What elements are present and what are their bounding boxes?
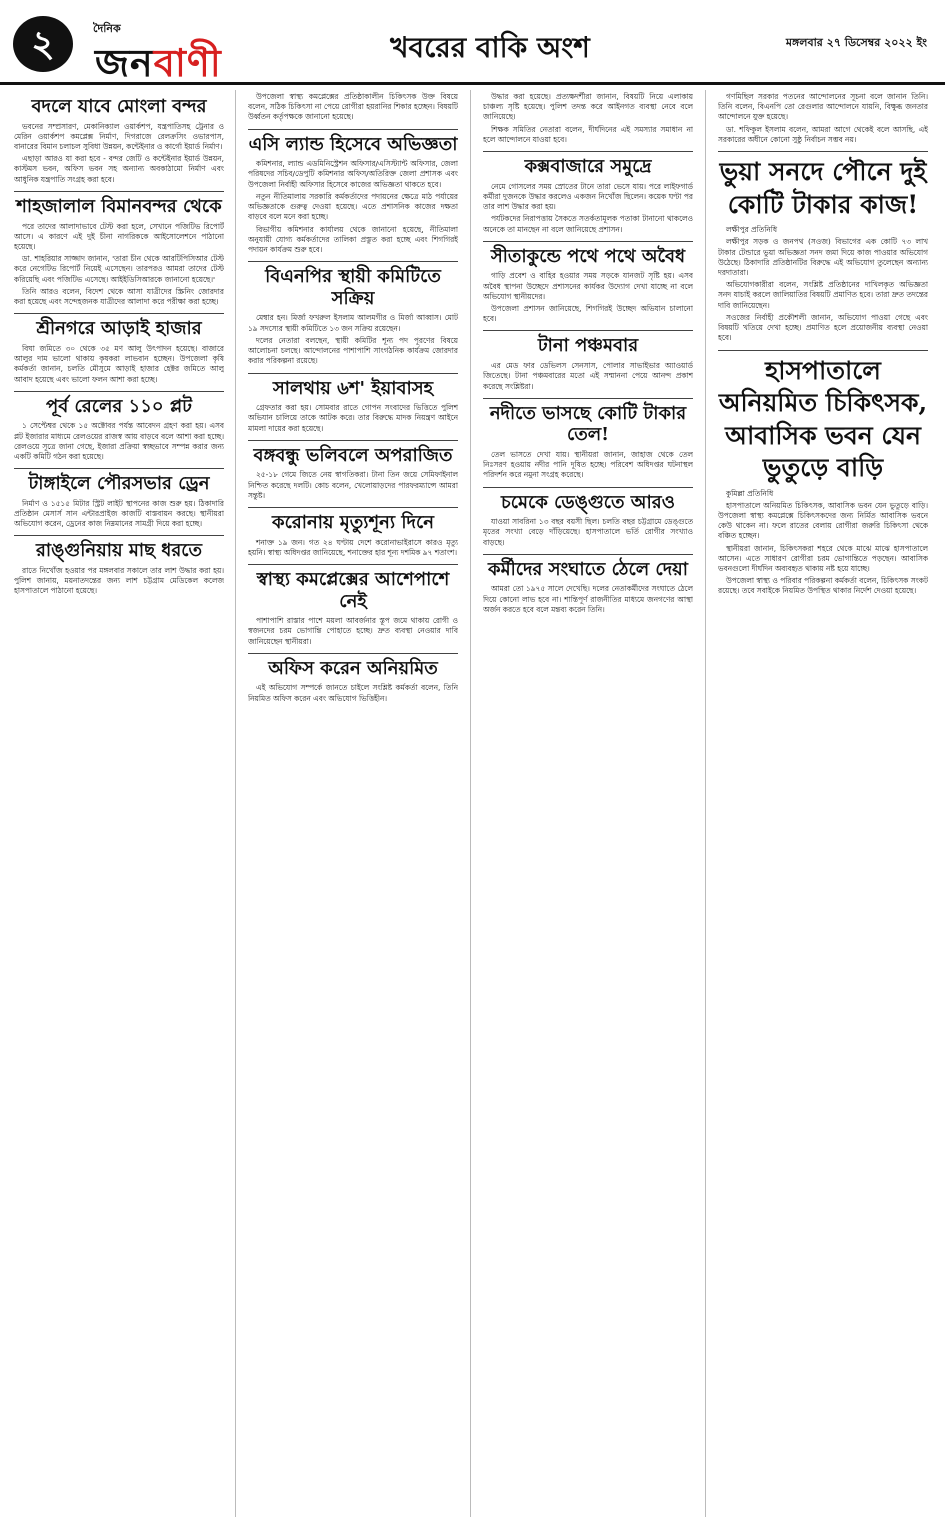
- story-separator: [483, 330, 693, 331]
- story-paragraph: মেম্বার হন। মির্জা ফখরুল ইসলাম আলমগীর ও মির্জা আব্বাস। মোট ১৯ সদস্যের স্থায়ী কমিটিতে ১৩ জন সক্রিয় রয়েছেন।: [248, 313, 458, 333]
- story-separator: [14, 191, 224, 192]
- newspaper-logo[interactable]: [95, 34, 222, 98]
- story-body: [248, 403, 458, 434]
- news-story: [718, 350, 928, 597]
- story-headline[interactable]: শ্রীনগরে আড়াই হাজার: [36, 318, 202, 340]
- story-paragraph: ভবনের সম্প্রসারণ, মেকানিক্যাল ওয়ার্কশপ, যন্ত্রপাতিসহ ট্রেনার ও মেরিন ওয়ার্কশপ কমপ্লেক্স নির্মাণ, দিগরাজে রেলক্রসিং ওভারপাস, বানারের বিমান চলাচল সুবিধা উন্নয়ন, কন্টেইনার ও কার্গো ইয়ার্ড নির্মাণ।: [14, 121, 224, 152]
- story-paragraph: উপজেলা স্বাস্থ্য কমপ্লেক্সের প্রতিষ্ঠাকালীন চিকিৎসক উক্ত বিষয়ে বলেন, সঠিক চিকিৎসা না পেয়ে রোগীরা হয়রানির শিকার হচ্ছেন। বিষয়টি উর্ধ্বতন কর্তৃপক্ষকে জানানো হয়েছে।: [248, 92, 458, 122]
- story-body: [14, 222, 224, 308]
- news-story: [14, 191, 224, 307]
- story-paragraph: উদ্ধার করা হয়েছে। প্রত্যক্ষদর্শীরা জানান, বিষয়টি নিয়ে এলাকায় চাঞ্চল্য সৃষ্টি হয়েছে। পুলিশ তদন্ত করে আইনগত ব্যবস্থা নেবে বলে জানিয়েছে।: [483, 92, 693, 122]
- story-paragraph: শনাক্ত ১৯ জন। গত ২৪ ঘণ্টায় দেশে করোনাভাইরাসে কারও মৃত্যু হয়নি। স্বাস্থ্য অধিদপ্তর জানিয়েছে, শনাক্তের হার শূন্য দশমিক ৯৭ শতাংশ।: [248, 537, 458, 557]
- story-paragraph: বিঘা জমিতে ৩০ থেকে ৩৫ মণ আলু উৎপাদন হয়েছে। বাজারে আলুর দাম ভালো থাকায় কৃষকরা লাভবান হচ্ছেন। উপজেলা কৃষি কর্মকর্তা জানান, চলতি মৌসুমে আড়াই হাজার হেক্টর জমিতে আলু আবাদ হয়েছে এবং ভালো ফলন আশা করা হচ্ছে।: [14, 343, 224, 384]
- news-story: [248, 373, 458, 434]
- story-body: [718, 489, 928, 597]
- section-title: খবরের বাকি অংশ: [390, 31, 590, 64]
- story-separator: [14, 535, 224, 536]
- story-paragraph: নির্মাণ ও ১৫১৫ মিটার স্ট্রিট লাইট স্থাপনের কাজ শুরু হয়। ঠিকাদারি প্রতিষ্ঠান মেসার্স সান এন্টারপ্রাইজ কাজটি বাস্তবায়ন করছে। স্থানীয়রা অভিযোগ করেন, ড্রেনের কাজ নিম্নমানের সামগ্রী দিয়ে করা হচ্ছে।: [14, 498, 224, 529]
- story-paragraph: রাতে নিখোঁজ হওয়ার পর মঙ্গলবার সকালে তার লাশ উদ্ধার করা হয়। পুলিশ জানায়, ময়নাতদন্তের জন্য লাশ চট্টগ্রাম মেডিকেল কলেজ হাসপাতালে পাঠানো হয়েছে।: [14, 566, 224, 596]
- news-story: [483, 330, 693, 391]
- story-separator: [483, 241, 693, 242]
- story-paragraph: স্থানীয়রা জানান, চিকিৎসকরা শহরে থেকে মাঝে মাঝে হাসপাতালে আসেন। এতে সাধারণ রোগীরা চরম ভোগান্তিতে পড়ছেন। আবাসিক ভবনগুলো দীর্ঘদিন অব্যবহৃত থাকায় নষ্ট হয়ে যাচ্ছে।: [718, 543, 928, 574]
- story-paragraph: শিক্ষক সমিতির নেতারা বলেন, দীর্ঘদিনের এই সমস্যার সমাধান না হলে আন্দোলনে যাওয়া হবে।: [483, 124, 693, 144]
- column-1: [14, 92, 224, 1517]
- story-headline[interactable]: পূর্ব রেলের ১১০ প্লট: [46, 395, 192, 417]
- story-headline[interactable]: সালথায় ৬শ' ইয়াবাসহ: [272, 377, 434, 399]
- column-2: [248, 92, 458, 1517]
- story-separator: [483, 554, 693, 555]
- news-story: [718, 151, 928, 343]
- story-body: [483, 450, 693, 481]
- story-body: [14, 421, 224, 462]
- logo-part-2: বাণী: [153, 40, 222, 85]
- story-paragraph: হাসপাতালে অনিয়মিত চিকিৎসক, আবাসিক ভবন যেন ভুতুড়ে বাড়ি। উপজেলা স্বাস্থ্য কমপ্লেক্সে চিকিৎসকদের জন্য নির্মিত আবাসিক ভবনে কেউ থাকেন না। ফলে রাতের বেলায় রোগীরা জরুরি চিকিৎসা থেকে বঞ্চিত হচ্ছেন।: [718, 500, 928, 541]
- story-headline[interactable]: হাসপাতালে অনিয়মিত চিকিৎসক, আবাসিক ভবন যেন ভুতুড়ে বাড়ি: [718, 355, 928, 482]
- story-headline[interactable]: বিএনপির স্থায়ী কমিটিতে সক্রিয়: [265, 266, 441, 309]
- story-paragraph: পাশাপাশি রাস্তার পাশে ময়লা আবর্জনার স্তূপ জমে থাকায় রোগী ও স্বজনদের চরম ভোগান্তি পোহাতে হচ্ছে। দ্রুত ব্যবস্থা নেওয়ার দাবি জানিয়েছেন স্থানীয়রা।: [248, 616, 458, 646]
- story-body: [248, 538, 458, 558]
- news-story: [248, 129, 458, 256]
- news-story: [718, 92, 928, 145]
- story-paragraph: এছাড়া আরও যা করা হবে - বন্দর জেটি ও কন্টেইনার ইয়ার্ড উন্নয়ন, কাস্টমস ভবন, অফিস ভবন সহ অন্যান্য অবকাঠামো নির্মাণ এবং আধুনিক যন্ত্রপাতি সংগ্রহ করা হবে।: [14, 154, 224, 184]
- news-story: [248, 92, 458, 123]
- story-paragraph: কমিশনার, ল্যান্ড এডমিনিস্ট্রেশন অফিসার/এসিস্ট্যান্ট অফিসার, জেলা পরিষদের সচিব/ডেপুটি কমিশনার অফিস/অতিরিক্ত জেলা প্রশাসক এবং উপজেলা নির্বাহী অফিসার হিসেবে কাজের অভিজ্ঞতা থাকতে হবে।: [248, 159, 458, 189]
- story-paragraph: নেমে গোসলের সময় স্রোতের টানে তারা ভেসে যায়। পরে লাইফগার্ড কর্মীরা দুজনকে উদ্ধার করলেও একজন নিখোঁজ ছিলেন। কয়েক ঘণ্টা পর তার লাশ উদ্ধার করা হয়।: [483, 181, 693, 212]
- news-story: [483, 487, 693, 548]
- story-separator: [248, 129, 458, 130]
- column-divider: [235, 90, 236, 1517]
- story-paragraph: অভিযোগকারীরা বলেন, সংশ্লিষ্ট প্রতিষ্ঠানের দাখিলকৃত অভিজ্ঞতা সনদ যাচাই করলে জালিয়াতির বিষয়টি প্রমাণিত হবে। তারা দ্রুত তদন্তের দাবি জানিয়েছেন।: [718, 280, 928, 310]
- daily-label: দৈনিক: [93, 22, 121, 35]
- story-paragraph: ডা. শফিকুল ইসলাম বলেন, আমরা আগে থেকেই বলে আসছি, এই সরকারের অধীনে কোনো সুষ্ঠু নির্বাচন সম্ভব নয়।: [718, 124, 928, 144]
- story-body: [248, 92, 458, 123]
- story-headline[interactable]: অফিস করেন অনিয়মিত: [268, 657, 438, 679]
- story-paragraph: তিনি আরও বলেন, বিদেশ থেকে আসা যাত্রীদের স্ক্রিনিং জোরদার করা হয়েছে এবং সন্দেহজনক যাত্রীদের আলাদা করে পরীক্ষা করা হচ্ছে।: [14, 286, 224, 307]
- story-headline[interactable]: নদীতে ভাসছে কোটি টাকার তেল!: [489, 402, 687, 446]
- story-headline[interactable]: কক্সবাজারে সমুদ্রে: [524, 156, 652, 178]
- story-separator: [248, 507, 458, 508]
- news-story: [483, 92, 693, 145]
- story-paragraph: গ্রেফতার করা হয়। সোমবার রাতে গোপন সংবাদের ভিত্তিতে পুলিশ অভিযান চালিয়ে তাকে আটক করে। তার বিরুদ্ধে মাদক নিয়ন্ত্রণ আইনে মামলা দায়ের করা হয়েছে।: [248, 403, 458, 433]
- news-story: [248, 261, 458, 366]
- story-separator: [248, 564, 458, 565]
- story-body: [483, 92, 693, 145]
- story-separator: [483, 398, 693, 399]
- news-story: [14, 313, 224, 384]
- story-paragraph: ১ সেপ্টেম্বর থেকে ১৫ অক্টোবর পর্যন্ত আবেদন গ্রহণ করা হয়। এসব প্লট ইজারার মাধ্যমে রেলওয়ের রাজস্ব আয় বাড়বে বলে আশা করা হচ্ছে। রেলওয়ে সূত্রে জানা গেছে, ইজারা প্রক্রিয়া স্বচ্ছভাবে সম্পন্ন করার জন্য একটি কমিটি গঠন করা হয়েছে।: [14, 421, 224, 461]
- story-paragraph: ডা. শাহরিয়ার সাজ্জাদ জানান, 'তারা চীন থেকে আরটিপিসিআর টেস্ট করে নেগেটিভ রিপোর্ট নিয়েই এসেছেন। তারপরও আমরা তাদের টেস্ট করিয়েছি এবং পজিটিভ এসেছে। আইইডিসিআরকে জানানো হয়েছে।': [14, 254, 224, 284]
- story-separator: [248, 653, 458, 654]
- story-paragraph: বিভাগীয় কমিশনার কার্যালয় থেকে জানানো হয়েছে, নীতিমালা অনুযায়ী যোগ্য কর্মকর্তাদের তালিকা প্রস্তুত করা হচ্ছে এবং শিগগিরই পদায়ন কার্যক্রম শুরু হবে।: [248, 224, 458, 254]
- column-divider: [705, 90, 706, 1517]
- story-headline[interactable]: করোনায় মৃত্যুশূন্য দিনে: [272, 512, 434, 533]
- page-number-badge: ২: [13, 16, 73, 72]
- story-paragraph: যাওয়া সাবরিনা ১৩ বছর বয়সী ছিল। চলতি বছর চট্টগ্রামে ডেঙ্গুতে মৃতের সংখ্যা বেড়ে দাঁড়িয়েছে। হাসপাতালে ভর্তি রোগীর সংখ্যাও বাড়ছে।: [483, 517, 693, 547]
- story-paragraph: পরে তাদের আলাদাভাবে টেস্ট করা হলে, সেখানে পজিটিভ রিপোর্ট আসে। এ কারণে এই দুই চীনা নাগরিককে আইসোলেশনে পাঠানো হয়েছে।: [14, 221, 224, 251]
- column-divider: [470, 90, 471, 1517]
- story-headline[interactable]: কর্মীদের সংঘাতে ঠেলে দেয়া: [488, 558, 688, 580]
- story-headline[interactable]: বঙ্গবন্ধু ভলিবলে অপরাজিত: [253, 444, 453, 466]
- story-paragraph: উপজেলা প্রশাসন জানিয়েছে, শিগগিরই উচ্ছেদ অভিযান চালানো হবে।: [483, 304, 693, 324]
- story-paragraph: কুমিল্লা প্রতিনিধি: [726, 488, 774, 498]
- story-separator: [14, 313, 224, 314]
- story-headline[interactable]: এসি ল্যান্ড হিসেবে অভিজ্ঞতা: [248, 133, 458, 155]
- story-paragraph: আমরা তো ১৯৭৫ সালে দেখেছি। দলের নেতাকর্মীদের সংঘাতে ঠেলে দিয়ে কোনো লাভ হবে না। শান্তিপূর্ণ রাজনীতির মাধ্যমে জনগণের আস্থা অর্জন করতে হবে বলে মন্তব্য করেন তিনি।: [483, 584, 693, 614]
- story-paragraph: এর মেড ফার ডেভিলস সেনসাস, পোলার সাভাইভার অ্যাওয়ার্ড জিতেছে। টানা পঞ্চমবারের মতো এই সম্মাননা পেয়ে আনন্দ প্রকাশ করেছে সংশ্লিষ্টরা।: [483, 361, 693, 391]
- masthead: [0, 0, 945, 85]
- story-paragraph: দলের নেতারা বলছেন, স্থায়ী কমিটির শূন্য পদ পূরণের বিষয়ে আলোচনা চলছে। আন্দোলনের পাশাপাশি সাংগঠনিক কার্যক্রম জোরদার করার পরিকল্পনা রয়েছে।: [248, 335, 458, 366]
- story-separator: [248, 440, 458, 441]
- story-paragraph: নতুন নীতিমালায় সরকারি কর্মকর্তাদের পদায়নের ক্ষেত্রে মাঠ পর্যায়ের অভিজ্ঞতাকে গুরুত্ব দেওয়া হয়েছে। এতে প্রশাসনিক কাজের দক্ষতা বাড়বে বলে মনে করা হচ্ছে।: [248, 191, 458, 222]
- story-separator: [483, 151, 693, 152]
- story-paragraph: এই অভিযোগ সম্পর্কে জানতে চাইলে সংশ্লিষ্ট কর্মকর্তা বলেন, তিনি নিয়মিত অফিস করেন এবং অভিযোগ ভিত্তিহীন।: [248, 683, 458, 703]
- publication-date: মঙ্গলবার ২৭ ডিসেম্বর ২০২২ ইং: [785, 36, 927, 49]
- story-headline[interactable]: সীতাকুন্ডে পথে পথে অবৈধ: [490, 245, 686, 267]
- story-separator: [248, 261, 458, 262]
- news-story: [483, 398, 693, 481]
- story-body: [483, 584, 693, 615]
- story-body: [248, 159, 458, 255]
- story-body: [14, 566, 224, 597]
- story-paragraph: ২৫-১৮ গেমে জিতে নেয় স্বাগতিকরা। টানা তিন জয়ে সেমিফাইনাল নিশ্চিত করেছে দলটি। কোচ বলেন, খেলোয়াড়দের পারফরম্যান্সে আমরা সন্তুষ্ট।: [248, 470, 458, 500]
- story-paragraph: লক্ষীপুর সড়ক ও জনপথ (সওজ) বিভাগের এক কোটি ৭৩ লাখ টাকার টেন্ডারে ভুয়া অভিজ্ঞতা সনদ জমা দিয়ে কাজ পাওয়ার অভিযোগ উঠেছে। ঠিকাদারি প্রতিষ্ঠানটির বিরুদ্ধে এই অভিযোগ তুলেছেন অন্যান্য দরদাতারা।: [718, 237, 928, 277]
- column-3: [483, 92, 693, 1517]
- story-separator: [718, 350, 928, 351]
- story-headline[interactable]: শাহজালাল বিমানবন্দর থেকে: [16, 195, 222, 217]
- news-story: [14, 535, 224, 596]
- story-body: [718, 92, 928, 145]
- story-headline[interactable]: চমেকে ডেঙ্গুতে আরও: [501, 491, 675, 513]
- story-body: [718, 225, 928, 343]
- news-story: [14, 391, 224, 462]
- story-body: [483, 361, 693, 392]
- news-story: [248, 507, 458, 558]
- story-paragraph: সওজের নির্বাহী প্রকৌশলী জানান, অভিযোগ পাওয়া গেছে এবং বিষয়টি খতিয়ে দেখা হচ্ছে। প্রমাণিত হলে প্রয়োজনীয় ব্যবস্থা নেওয়া হবে।: [718, 312, 928, 343]
- news-story: [14, 96, 224, 185]
- story-paragraph: পর্যটকদের নিরাপত্তায় সৈকতে সতর্কতামূলক পতাকা টানানো থাকলেও অনেকে তা মানছেন না বলে জানিয়েছে প্রশাসন।: [483, 214, 693, 234]
- story-body: [248, 683, 458, 703]
- story-paragraph: গণমিছিল সরকার পতনের আন্দোলনের সূচনা বলে জানান তিনি। তিনি বলেন, বিএনপি তো রেগুলার আন্দোলনে যায়নি, বিক্ষুব্ধ জনতার আন্দোলনে যুক্ত হয়েছে।: [718, 92, 928, 122]
- news-story: [248, 653, 458, 704]
- story-headline[interactable]: স্বাস্থ্য কমপ্লেক্সের আশেপাশে নেই: [256, 569, 450, 612]
- story-body: [483, 271, 693, 324]
- news-story: [248, 440, 458, 501]
- news-story: [14, 468, 224, 529]
- news-story: [483, 151, 693, 235]
- story-body: [14, 344, 224, 385]
- story-body: [248, 470, 458, 501]
- story-paragraph: গাড়ি প্রবেশ ও বাহির হওয়ার সময় সড়কে যানজট সৃষ্টি হয়। এসব অবৈধ স্থাপনা উচ্ছেদে প্রশাসনের কার্যকর উদ্যোগ দেখা যাচ্ছে না বলে অভিযোগ স্থানীয়দের।: [483, 271, 693, 301]
- news-story: [483, 241, 693, 325]
- story-body: [14, 122, 224, 185]
- story-separator: [14, 468, 224, 469]
- news-story: [248, 564, 458, 647]
- story-body: [14, 499, 224, 530]
- story-separator: [718, 151, 928, 152]
- story-body: [483, 517, 693, 548]
- story-paragraph: তেল ভাসতে দেখা যায়। স্থানীয়রা জানান, জাহাজ থেকে তেল নিঃসরণ হওয়ায় নদীর পানি দূষিত হচ্ছে। পরিবেশ অধিদপ্তর ঘটনাস্থল পরিদর্শন করে নমুনা সংগ্রহ করেছে।: [483, 449, 693, 480]
- story-paragraph: লক্ষীপুর প্রতিনিধি: [726, 225, 777, 235]
- story-headline[interactable]: রাঙ্গুনিয়ায় মাছ ধরতে: [36, 540, 202, 562]
- story-body: [483, 182, 693, 235]
- column-4: [718, 92, 928, 1517]
- logo-part-1: জন: [95, 40, 154, 85]
- story-body: [248, 616, 458, 647]
- story-separator: [483, 487, 693, 488]
- news-story: [483, 554, 693, 615]
- story-headline[interactable]: টাঙ্গাইলে পৌরসভার ড্রেন: [28, 473, 210, 495]
- story-body: [248, 313, 458, 366]
- story-separator: [14, 391, 224, 392]
- story-separator: [248, 373, 458, 374]
- story-paragraph: উপজেলা স্বাস্থ্য ও পরিবার পরিকল্পনা কর্মকর্তা বলেন, চিকিৎসক সংকট রয়েছে। তবে সবাইকে নিয়মিত উপস্থিত থাকার নির্দেশ দেওয়া হয়েছে।: [718, 576, 928, 596]
- story-headline[interactable]: টানা পঞ্চমবার: [537, 335, 639, 357]
- story-headline[interactable]: ভুয়া সনদে পৌনে দুই কোটি টাকার কাজ!: [719, 157, 927, 219]
- story-headline[interactable]: বদলে যাবে মোংলা বন্দর: [31, 96, 207, 117]
